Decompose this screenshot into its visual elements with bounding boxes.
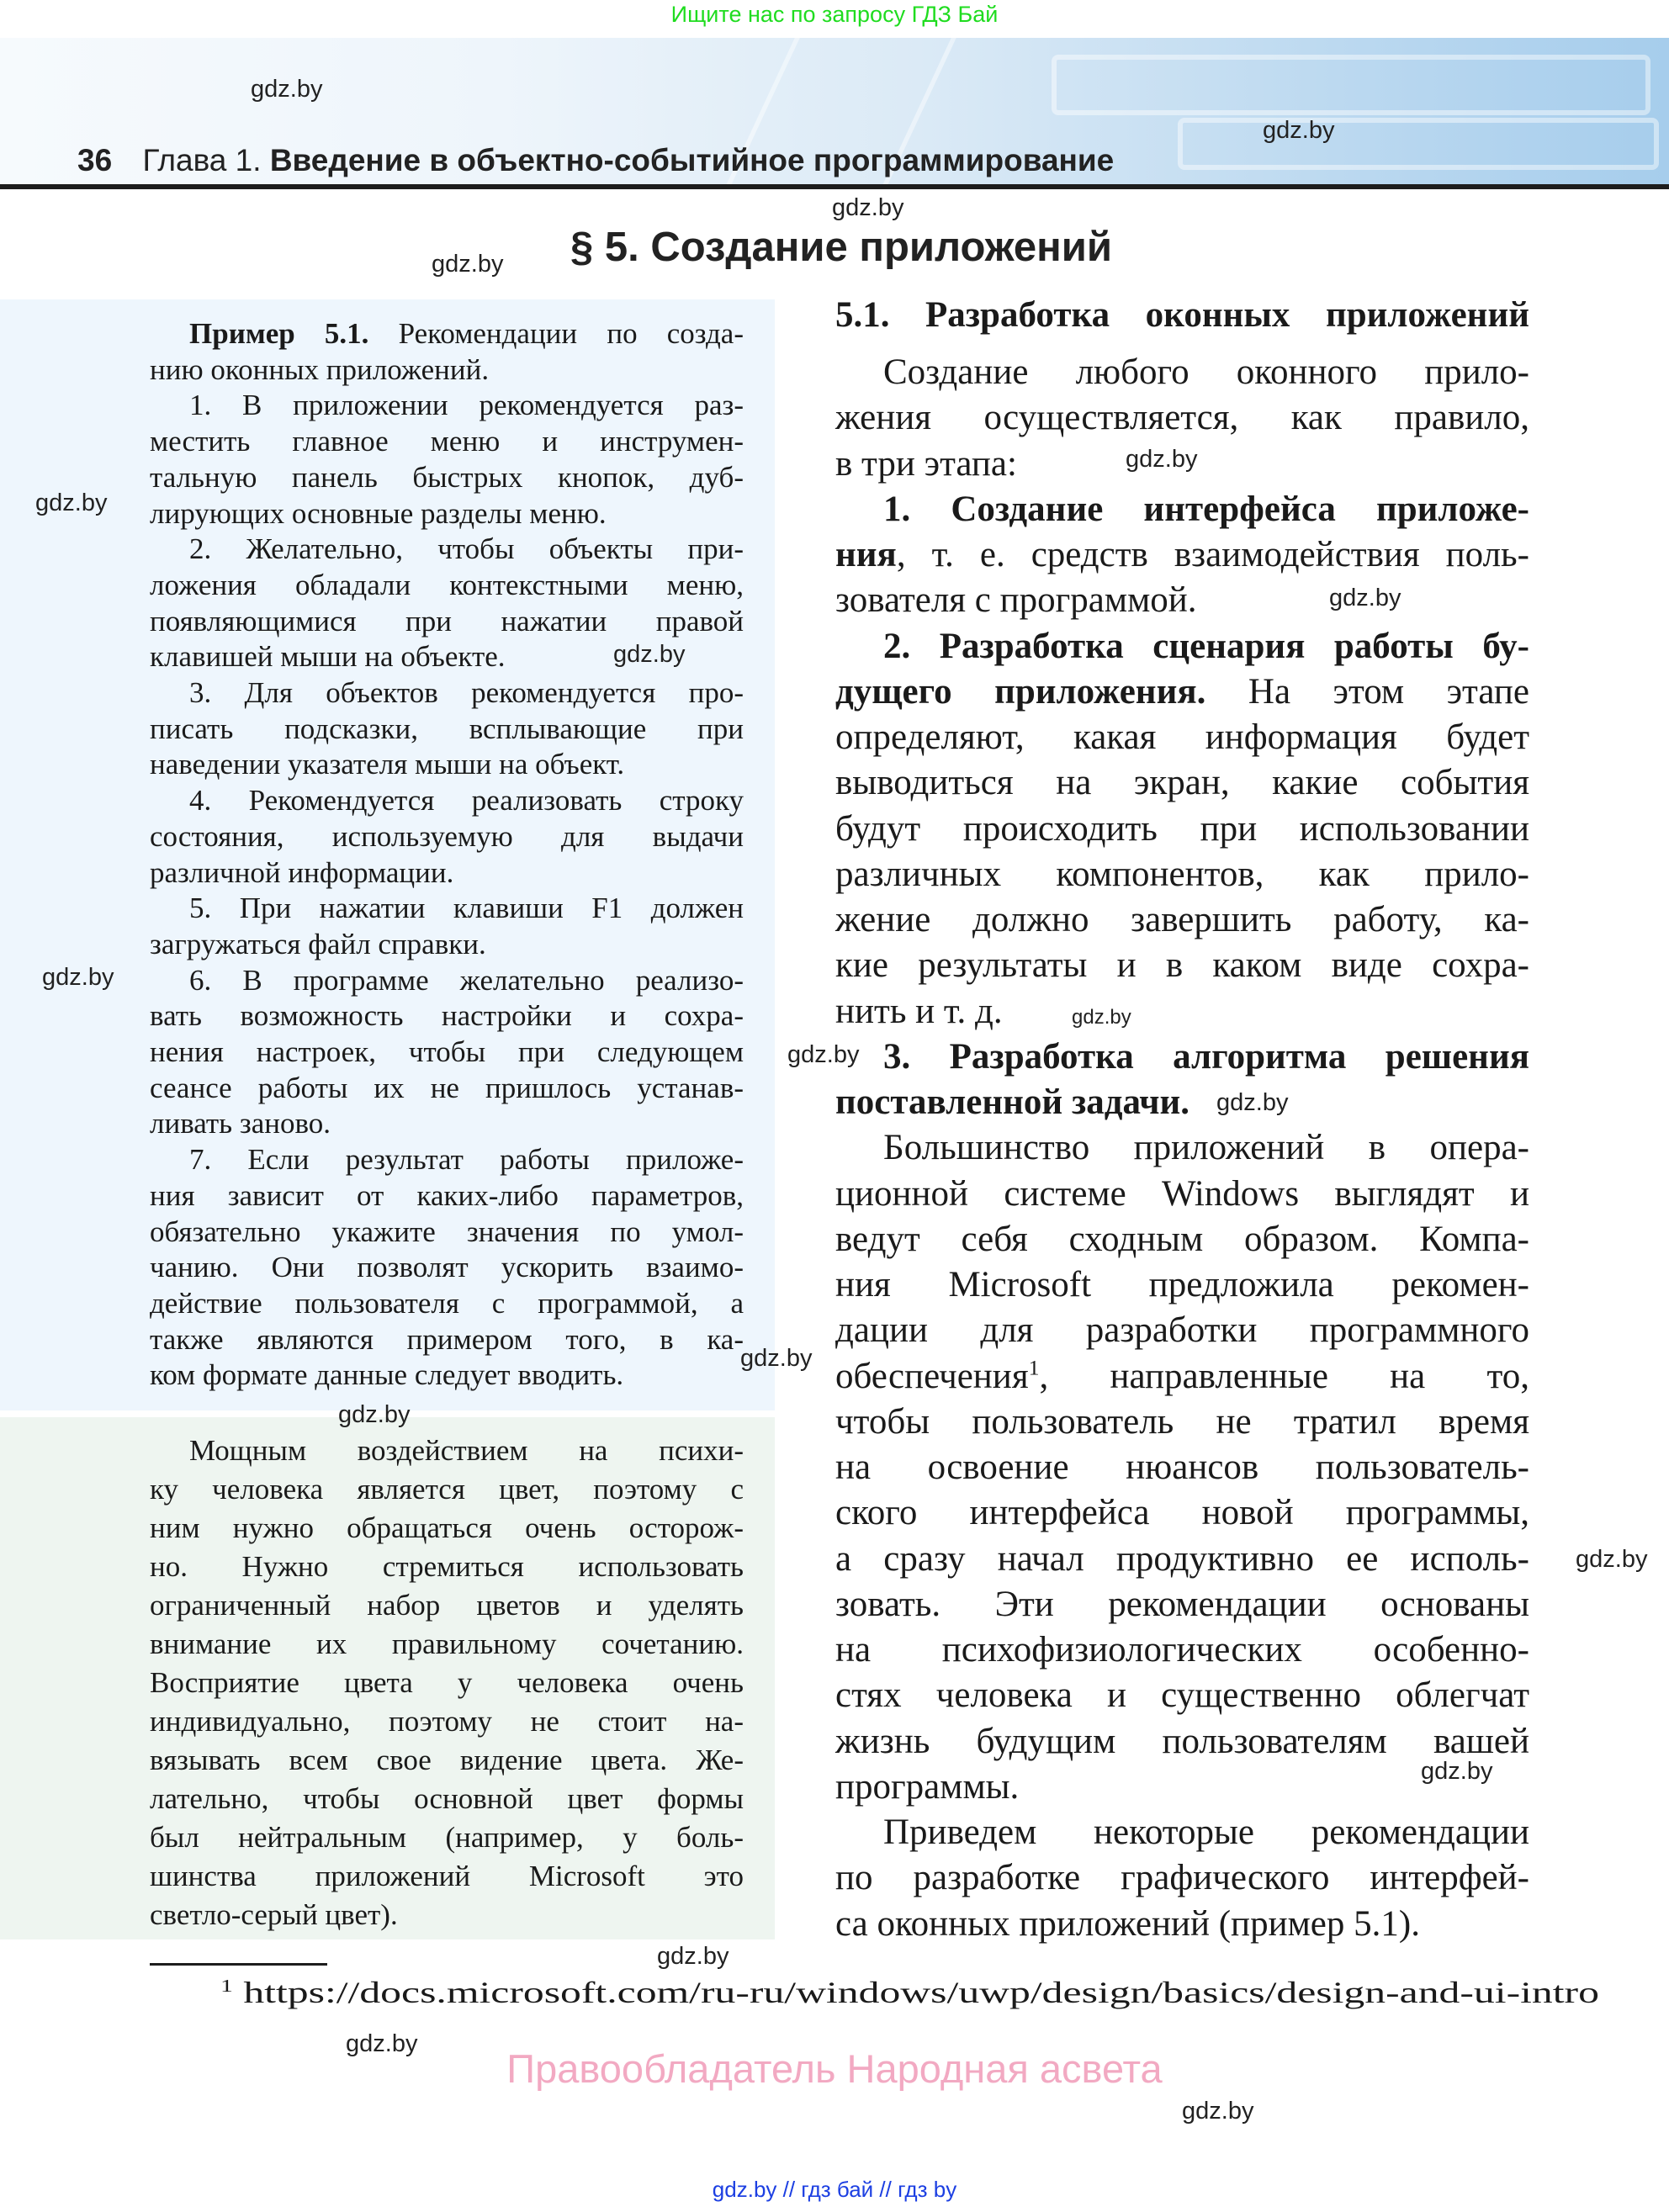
text-line: ния зависит от каких-либо параметров,	[150, 1178, 744, 1212]
watermark: gdz.by	[42, 964, 114, 991]
bottom-site-links[interactable]: gdz.by // гдз бай // гдз by	[712, 2177, 957, 2202]
text-line	[150, 316, 744, 352]
watermark: gdz.by	[1329, 585, 1401, 611]
watermark: gdz.by	[251, 76, 323, 103]
text-line: 3. Для объектов рекомендуется про-	[189, 676, 744, 710]
text-line	[835, 487, 1529, 532]
text-line: са оконных приложений (пример 5.1).	[835, 1903, 1420, 1944]
text-line: нить и т. д.	[835, 991, 1003, 1031]
watermark: gdz.by	[1182, 2098, 1254, 2125]
text-line: дации для разработки программного	[835, 1310, 1529, 1351]
text-line: действие пользователя с программой, а	[150, 1286, 744, 1320]
watermark: gdz.by	[35, 489, 108, 516]
text-line: также являются примером того, в ка-	[150, 1322, 744, 1356]
text-line: различных компонентов, как прило-	[835, 854, 1529, 894]
text-line: на психофизиологических особенно-	[835, 1630, 1529, 1670]
watermark: gdz.by	[338, 1401, 411, 1428]
text-line: ку человека является цвет, поэтому с	[150, 1473, 744, 1506]
text-line: стях человека и существенно облегчат	[835, 1675, 1529, 1716]
footnote-rule	[150, 1963, 327, 1966]
header-rule	[0, 184, 1669, 189]
text-line: зователя с программой.	[835, 580, 1197, 621]
watermark: gdz.by	[613, 641, 686, 668]
search-promo-text: Ищите нас по запросу ГДЗ Бай	[670, 2, 999, 27]
watermark: gdz.by	[657, 1943, 729, 1970]
text-line: был нейтральным (например, у боль-	[150, 1821, 744, 1854]
watermark: gdz.by	[787, 1041, 860, 1068]
section-title: § 5. Создание приложений	[570, 225, 1112, 270]
text-line: появляющимися при нажатии правой	[150, 604, 744, 638]
footnote	[220, 1975, 1599, 2010]
color-note-text	[150, 1431, 744, 1934]
text-line	[835, 532, 1529, 578]
chapter-title: Введение в объектно-событийное программирование	[269, 143, 1115, 177]
text-line	[835, 1354, 1529, 1400]
watermark: gdz.by	[1126, 446, 1198, 473]
text: , т. е. средств взаимодействия поль-	[896, 535, 1529, 574]
text-line: но. Нужно стремиться использовать	[150, 1550, 744, 1583]
text-line: программы.	[835, 1766, 1020, 1807]
text-line: вязывать всем свое видение цвета. Же-	[150, 1744, 744, 1776]
text-line: чтобы пользователь не тратил время	[835, 1401, 1529, 1442]
watermark: gdz.by	[1263, 117, 1335, 144]
footnote-marker: 1	[220, 1976, 233, 1996]
text-line: Мощным воздействием на психи-	[189, 1434, 744, 1467]
text-line: 5. При нажатии клавиши F1 должен	[189, 892, 744, 925]
text-line: ливать заново.	[150, 1107, 331, 1140]
watermark: gdz.by	[1072, 1006, 1131, 1029]
text-line: внимание их правильному сочетанию.	[150, 1627, 744, 1660]
text-line: обязательно укажите значения по умол-	[150, 1214, 744, 1248]
text-line: ограниченный набор цветов и уделять	[150, 1589, 744, 1622]
text: На этом этапе	[1205, 671, 1529, 712]
chapter-label: Глава 1.	[142, 143, 262, 177]
text-line: чанию. Они позволят ускорить взаимо-	[150, 1251, 744, 1284]
text-line: шинства приложений Microsoft это	[150, 1860, 744, 1892]
text-line	[835, 669, 1529, 715]
watermark: gdz.by	[1421, 1758, 1493, 1785]
text-line: Создание любого оконного прило-	[883, 352, 1529, 392]
text-line: писать подсказки, всплывающие при	[150, 712, 744, 745]
bold-text: 1. Создание интерфейса приложе-	[883, 489, 1529, 529]
text-line: по разработке графического интерфей-	[835, 1858, 1529, 1898]
text-line: нения настроек, чтобы при следующем	[150, 1035, 744, 1069]
rights-holder-watermark: Правообладатель Народная асвета	[506, 2046, 1163, 2091]
text-line: выводиться на экран, какие события	[835, 763, 1529, 803]
text-line: зовать. Эти рекомендации основаны	[835, 1584, 1529, 1624]
text-line: жения осуществляется, как правило,	[835, 398, 1529, 438]
watermark: gdz.by	[1576, 1546, 1648, 1573]
text-line: а сразу начал продуктивно ее исполь-	[835, 1538, 1529, 1579]
running-head	[77, 143, 1114, 178]
text-line: жизнь будущим пользователям вашей	[835, 1721, 1529, 1761]
bold-text: ния	[835, 535, 897, 574]
bold-text: поставленной задачи.	[835, 1082, 1190, 1122]
text-line: 2. Желательно, чтобы объекты при-	[189, 532, 744, 566]
watermark: gdz.by	[1216, 1089, 1289, 1116]
text-line: загружаться файл справки.	[150, 927, 486, 960]
text-line: различной информации.	[150, 855, 454, 889]
text-line: тальную панель быстрых кнопок, дуб-	[150, 460, 744, 494]
text-line: ложения обладали контекстными меню,	[150, 568, 744, 601]
text-line: Приведем некоторые рекомендации	[883, 1812, 1529, 1852]
text-line	[835, 1080, 1529, 1125]
text-line: на освоение нюансов пользователь-	[835, 1447, 1529, 1487]
bold-text: дущего приложения.	[835, 671, 1206, 712]
text-line: 7. Если результат работы приложе-	[189, 1143, 744, 1177]
bold-text: 3. Разработка алгоритма решения	[883, 1036, 1529, 1077]
watermark: gdz.by	[346, 2030, 418, 2057]
circuit-decoration	[1178, 118, 1659, 170]
bold-text: Пример 5.1.	[189, 317, 369, 350]
text-line: Восприятие цвета у человека очень	[150, 1666, 744, 1699]
text-line: 6. В программе желательно реализо-	[189, 963, 744, 997]
text-line: ния Microsoft предложила рекомен-	[835, 1265, 1529, 1304]
watermark: gdz.by	[432, 251, 504, 278]
text-line: лательно, чтобы основной цвет формы	[150, 1782, 744, 1815]
bold-text: 2. Разработка сценария работы бу-	[883, 626, 1529, 666]
footnote-ref: 1	[1028, 1355, 1040, 1380]
text-line: лирующих основные разделы меню.	[150, 496, 607, 530]
text: , направленные на то,	[1039, 1356, 1529, 1396]
text-line: кие результаты и в каком виде сохра-	[835, 945, 1529, 986]
text-line: состояния, используемую для выдачи	[150, 819, 744, 853]
text-line: ционной системе Windows выглядят и	[835, 1173, 1529, 1214]
text-line: ведут себя сходным образом. Компа-	[835, 1219, 1529, 1259]
text-line: сеансе работы их не пришлось устанав-	[150, 1071, 744, 1104]
text-line: 4. Рекомендуется реализовать строку	[189, 784, 744, 818]
footnote-link[interactable]: https://docs.microsoft.com/ru-ru/windows/uwp/design/basics/design-and-ui-intro	[243, 1976, 1599, 2009]
text-line: ком формате данные следует вводить.	[150, 1358, 624, 1392]
text-line: будут происходить при использовании	[835, 808, 1529, 849]
text-line: светло-серый цвет).	[150, 1898, 398, 1931]
circuit-decoration	[1052, 55, 1650, 115]
text-line: наведении указателя мыши на объект.	[150, 748, 625, 781]
subsection-heading: 5.1. Разработка оконных приложений	[835, 295, 1529, 335]
watermark: gdz.by	[832, 194, 904, 221]
text-line: в три этапа:	[835, 443, 1017, 484]
text-line: вать возможность настройки и сохра-	[150, 999, 744, 1033]
text-line: Большинство приложений в опера-	[883, 1128, 1529, 1168]
text-line: ского интерфейса новой программы,	[835, 1493, 1529, 1533]
example-text	[150, 316, 744, 1394]
text-line: нию оконных приложений.	[150, 352, 490, 386]
text: обеспечения	[835, 1356, 1029, 1396]
text-line: жение должно завершить работу, ка-	[835, 900, 1529, 939]
text-line: 1. В приложении рекомендуется раз-	[189, 389, 744, 422]
text-line: ним нужно обращаться очень осторож-	[150, 1511, 744, 1544]
text-line: определяют, какая информация будет	[835, 717, 1529, 757]
text-line: клавишей мыши на объекте.	[150, 640, 506, 674]
text: Рекомендации по созда-	[368, 317, 744, 350]
text-line: индивидуально, поэтому не стоит на-	[150, 1705, 744, 1738]
watermark: gdz.by	[740, 1345, 813, 1372]
page-number: 36	[77, 143, 113, 177]
text-line	[835, 1035, 1529, 1080]
text-line	[835, 624, 1529, 669]
text-line: местить главное меню и инструмен-	[150, 425, 744, 458]
main-text	[835, 350, 1529, 1947]
